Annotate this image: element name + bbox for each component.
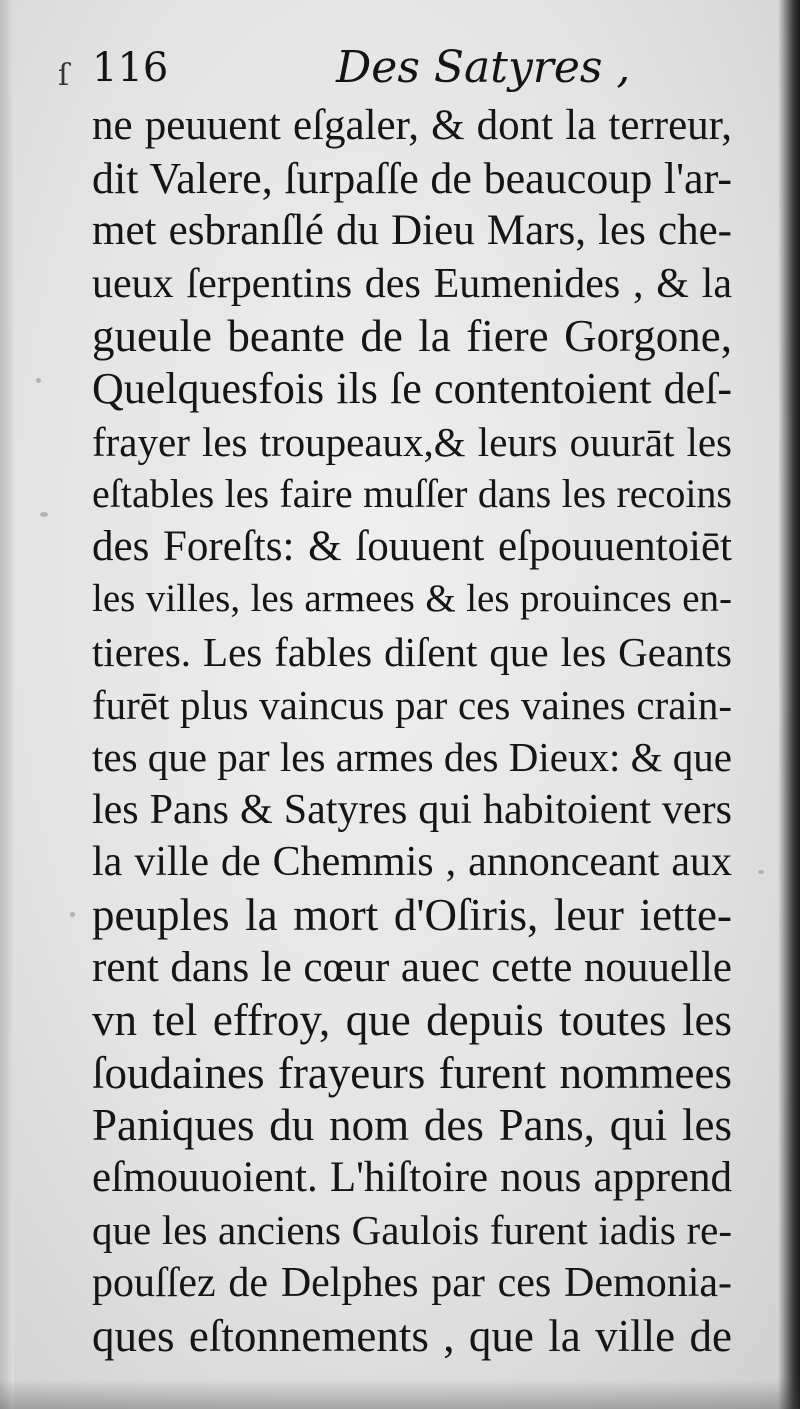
margin-mark: ſ (58, 58, 70, 93)
text-line: furēt plus vaincus par ces vaines crain- (92, 681, 732, 728)
text-line: peuples la mort d'Oſiris, leur iette- (92, 889, 732, 940)
text-line: Paniques du nom des Pans, qui les (92, 1100, 732, 1151)
paper-speck (758, 870, 764, 874)
page-gutter-shadow (0, 0, 14, 1409)
text-line: vn tel effroy, que depuis toutes les (92, 995, 732, 1046)
text-line: la ville de Chemmis , annonceant aux (92, 839, 732, 886)
text-line: tieres. Les fables diſent que les Geants (92, 628, 732, 675)
paper-speck (70, 912, 75, 917)
text-line: ſoudaines frayeurs furent nommees (92, 1047, 732, 1098)
text-line: ques eſtonnements , que la ville de (92, 1310, 732, 1361)
text-line: eſmouuoient. L'hiſtoire nous apprend (92, 1153, 732, 1201)
running-head: Des Satyres , (336, 42, 631, 93)
text-line: frayer les troupeaux,& leurs ouurāt les (92, 418, 732, 465)
text-line: des Foreſts: & ſouuent eſpouuentoiēt (92, 522, 732, 570)
text-line: met esbranſlé du Dieu Mars, les che- (92, 207, 732, 255)
text-line: dit Valere, ſurpaſſe de beaucoup l'ar- (92, 153, 732, 203)
text-line: que les anciens Gaulois furent iadis re- (92, 1207, 732, 1254)
text-line: rent dans le cœur auec cette nouuelle (92, 943, 732, 991)
text-line: ueux ſerpentins des Eumenides , & la (92, 260, 732, 307)
page-header (90, 40, 730, 96)
text-line: tes que par les armes des Dieux: & que (92, 734, 732, 781)
paper-speck (40, 512, 48, 517)
text-line: eſtables les faire muſſer dans les recoins (92, 471, 732, 517)
text-line: ne peuuent eſgaler, & dont la terreur, (92, 102, 732, 149)
page-number: 116 (92, 45, 169, 91)
paper-speck (36, 378, 41, 383)
text-line: les villes, les armees & les prouinces en- (92, 577, 732, 621)
text-line: gueule beante de la fiere Gorgone, (92, 311, 732, 362)
body-text (92, 100, 732, 1362)
text-line: Quelquesfois ils ſe contentoient deſ- (92, 363, 732, 413)
text-line: pouſſez de Delphes par ces Demonia- (92, 1260, 732, 1307)
page-right-edge-shadow (778, 0, 800, 1409)
text-line: les Pans & Satyres qui habitoient vers (92, 786, 732, 833)
page-bottom-edge-shadow (0, 1379, 800, 1409)
